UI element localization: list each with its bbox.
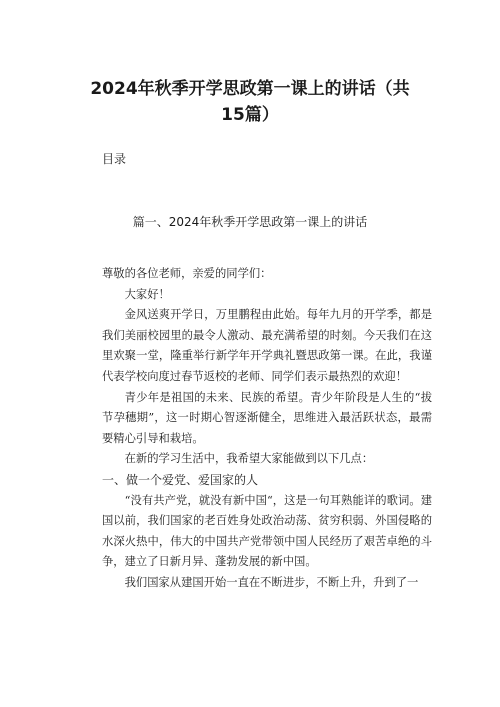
title-line-1: 2024年秋季开学思政第一课上的讲话（共 bbox=[90, 79, 410, 99]
subheading: 一、做一个爱党、爱国家的人 bbox=[102, 472, 259, 487]
document-title bbox=[60, 76, 440, 128]
body-text bbox=[102, 264, 432, 594]
paragraph-1: 金风送爽开学日，万里鹏程由此始。每年九月的开学季，都是我们美丽校园里的最令人激动、最充满希望的时刻。今天我们在这里欢聚一堂，隆重举行新学年开学典礼暨思政第一课。在此，我谨代表学校向度过春节返校的老师、同学们表示最热烈的欢迎！ bbox=[102, 308, 432, 383]
paragraph-5: 我们国家从建国开始一直在不断进步，不断上升，升到了一 bbox=[124, 575, 419, 589]
paragraph-3: 在新的学习生活中，我希望大家能做到以下几点： bbox=[124, 452, 374, 466]
title-line-2: 15篇） bbox=[221, 105, 279, 125]
section-title: 篇一、2024年秋季开学思政第一课上的讲话 bbox=[132, 215, 368, 229]
greeting: 大家好！ bbox=[124, 287, 170, 301]
paragraph-4: “没有共产党，就没有新中国“，这是一句耳熟能详的歌词。建国以前，我们国家的老百姓身处政治动荡、贫穷积弱、外国侵略的水深火热中，伟大的中国共产党带领中国人民经历了艰苦卓绝的斗争，建立了日新月异、蓬勃发展的新中国。 bbox=[102, 493, 432, 569]
toc-label: 目录 bbox=[102, 152, 127, 166]
paragraph-2: 青少年是祖国的未来、民族的希望。青少年阶段是人生的“拔节孕穗期”，这一时期心智逐渐健全，思维进入最活跃状态，最需要精心引导和栽培。 bbox=[102, 390, 432, 445]
salutation: 尊敬的各位老师，亲爱的同学们： bbox=[102, 267, 272, 280]
